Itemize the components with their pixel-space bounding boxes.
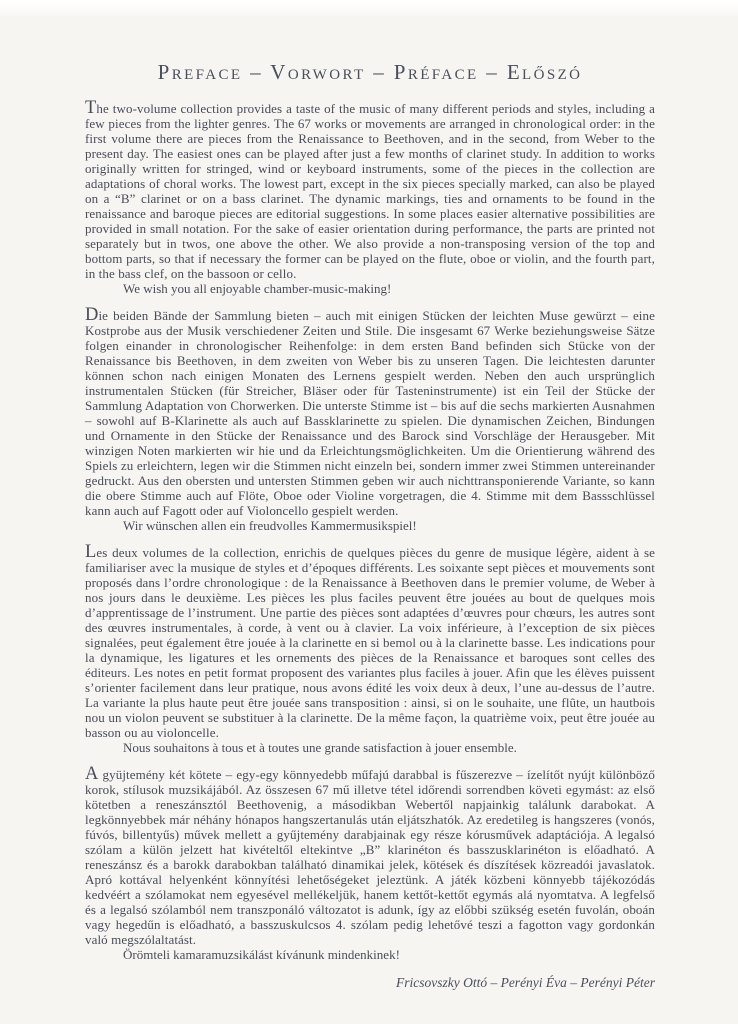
preface-body-german: Die beiden Bände der Sammlung bieten – auch mit einigen Stücken der leichten Muse gewürzt – eine Kostprobe aus der Musik verschiedener Zeiten und Stile. Die insgesamt 67 Werke beziehungsweise Sätze folgen einander in chronologischer Reihenfolge: in dem ersten Band befinden sich Stücke von der Renaissance bis Beethoven, in dem zweiten von Weber bis zu unseren Tagen. Die leichtesten darunter können schon nach einigen Monaten des Lernens gespielt werden. Neben den auch ursprünglich instrumentalen Stücken (für Streicher, Bläser oder für Tasteninstrumente) ist ein Teil der Stücke der Sammlung Adaptation von Chorwerken. Die unterste Stimme ist – bis auf die sechs markierten Ausnahmen – sowohl auf B-Klarinette als auch auf Bassklarinette zu spielen. Die dynamischen Zeichen, Bindungen und Ornamente in den Stücke der Renaissance und des Barock sind Vorschläge der Herausgeber. Mit winzigen Noten markierten wir hie und da Erleichtungsmöglichkeiten. Um die Orientierung während des Spiels zu erleichtern, legen wir die Stimmen nicht einzeln bei, sondern immer zwei Stimmen untereinander gedruckt. Aus den obersten und untersten Stimmen geben wir auch nichttransponierende Variante, so kann die obere Stimme auch auf Flöte, Oboe oder Violine vorgetragen, die 4. Stimme mit dem Bassschlüssel kann auch auf Fagott oder auf Violoncello gespielt werden. xyxy=(85,305,655,518)
preface-body-hungarian: A gyüjtemény két kötete – egy-egy könnyedebb műfajú darabbal is fűszerezve – ízelítőt nyújt különböző korok, stílusok muzsikájából. Az összesen 67 mű illetve tétel időrendi sorrendben követi egymást: az első kötetben a reneszánsztól Beethovenig, a másodikban Webertől napjainkig találunk darabokat. A legkönnyebbek már néhány hónapos hangszertanulás után eljátszhatók. Az eredetileg is hangszeres (vonós, fúvós, billentyűs) művek mellett a gyűjtemény darabjainak egy része kórusművek adaptációja. A legalsó szólam a külön jelzett hat kivételtől eltekintve „B” klarinéton és basszusklarinéton is előadható. A reneszánsz és a barokk darabokban található dinamikai jelek, kötések és díszítések közreadói javaslatok. Apró kottával helyenként könnyítési lehetőségeket jeleztünk. A játék közbeni könnyebb tájékozódás kedvéért a szólamokat nem egyesével mellékeljük, hanem kettőt-kettőt egymás alá nyomtatva. A legfelső és a legalsó szólamból nem transzponáló változatot is adunk, így az előbbi szükség esetén fuvolán, oboán vagy hegedűn is előadható, a basszuskulcsos 4. szólam pedig lehetővé teszi a fagotton vagy gordonkán való megszólaltatást. xyxy=(85,764,655,947)
preface-section-french xyxy=(85,542,655,755)
preface-section-hungarian xyxy=(85,764,655,962)
closing-line-french: Nous souhaitons à tous et à toutes une grande satisfaction à jouer ensemble. xyxy=(123,740,517,755)
preface-section-german xyxy=(85,305,655,533)
authors-signature: Fricsovszky Ottó – Perényi Éva – Perényi Péter xyxy=(395,975,655,990)
closing-line-english: We wish you all enjoyable chamber-music-making! xyxy=(123,281,392,296)
preface-body-french: Les deux volumes de la collection, enrichis de quelques pièces du genre de musique légère, aident à se familiariser avec la musique de styles et d’époques différents. Les soixante sept pièces et mouvements sont proposés dans l’ordre chronologique : de la Renaissance à Beethoven dans le premier volume, de Weber à nos jours dans le deuxième. Les pièces les plus faciles peuvent être jouées au bout de quelques mois d’apprentissage de l’instrument. Une partie des pièces sont adaptées d’œuvres pour chœurs, les autres sont des œuvres instrumentales, à corde, à vent ou à clavier. La voix inférieure, à l’exception de six pièces signalées, peut également être jouée à la clarinette en si bemol ou à la clarinette basse. Les indications pour la dynamique, les ligatures et les ornements des pièces de la Renaissance et baroques sont celles des éditeurs. Les notes en petit format proposent des variantes plus faciles à jouer. Afin que les élèves puissent s’orienter facilement dans leur pratique, nous avons édité les voix deux à deux, l’une au-dessus de l’autre. La variante la plus haute peut être jouée sans transposition : ainsi, si on le souhaite, une flûte, un hautbois nou un violon peuvent se substituer à la clarinette. De la même façon, la quatrième voix, peut être jouée au basson ou au violoncelle. xyxy=(85,542,655,740)
closing-line-hungarian: Örömteli kamaramuzsikálást kívánunk mindenkinek! xyxy=(123,947,400,962)
preface-section-english xyxy=(85,98,655,296)
closing-line-german: Wir wünschen allen ein freudvolles Kammermusikspiel! xyxy=(123,518,417,533)
page-title: Preface – Vorwort – Préface – Előszó xyxy=(157,60,583,84)
preface-body-english: The two-volume collection provides a taste of the music of many different periods and styles, including a few pieces from the lighter genres. The 67 works or movements are arranged in chronological order: in the first volume there are pieces from the Renaissance to Beethoven, and in the second, from Weber to the present day. The easiest ones can be played after just a few months of clarinet study. In addition to works originally written for stringed, wind or keyboard instruments, some of the pieces in the collection are adaptations of choral works. The lowest part, except in the six pieces specially marked, can also be played on a “B” clarinet or on a bass clarinet. The dynamic markings, ties and ornaments to be found in the renaissance and baroque pieces are editorial suggestions. In some places easier alternative possibilities are provided in small notation. For the sake of easier orientation during performance, the parts are printed not separately but in twos, one above the other. We also provide a non-transposing version of the top and bottom parts, so that if necessary the former can be played on the flute, oboe or violin, and the fourth part, in the bass clef, on the bassoon or cello. xyxy=(85,98,655,281)
